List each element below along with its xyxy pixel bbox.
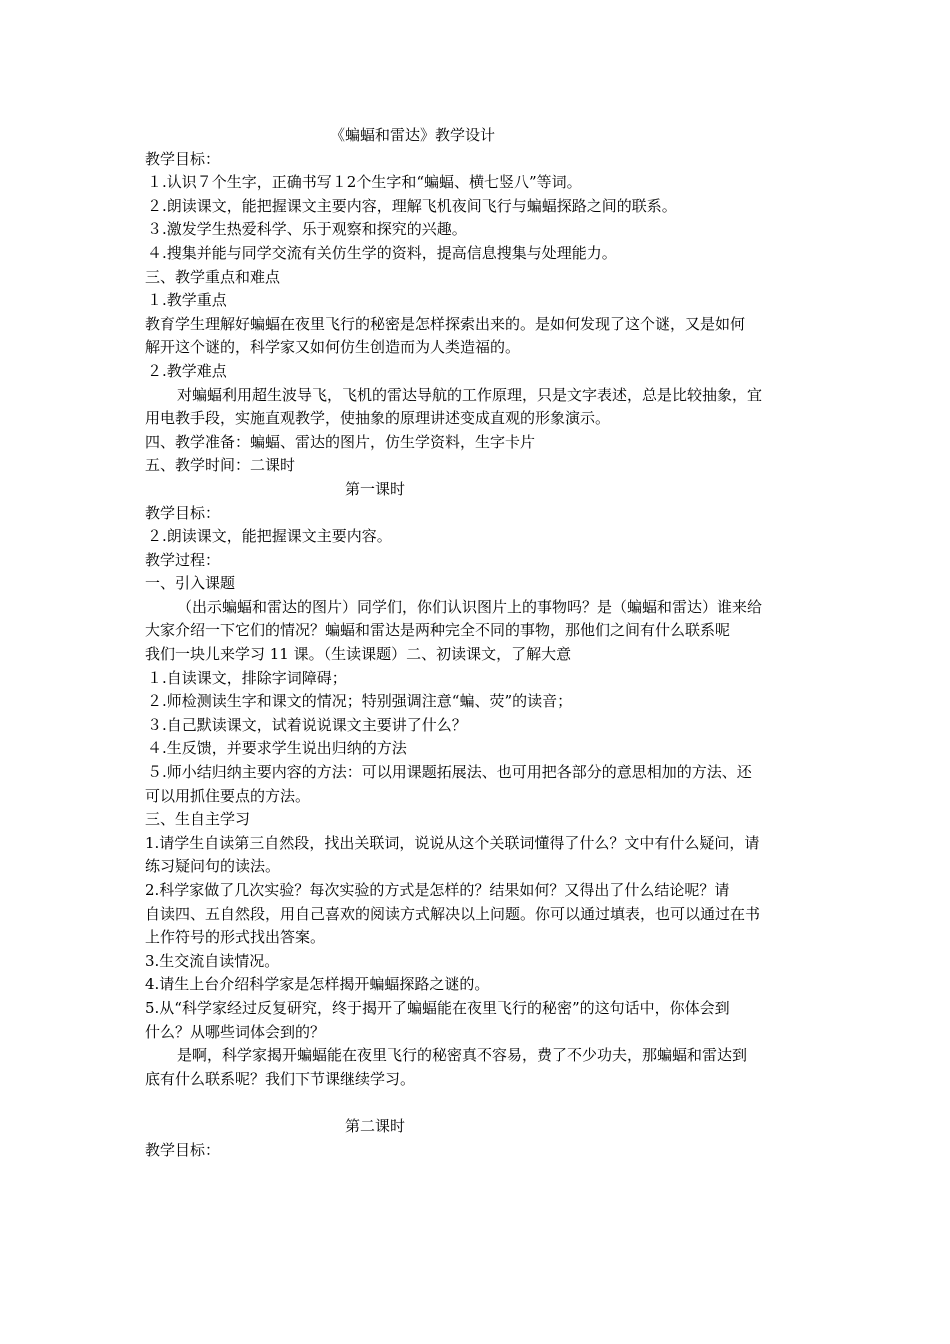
difficulty-label: ２.教学难点 <box>147 361 227 380</box>
difficulty-text: 用电教手段，实施直观教学，使抽象的原理讲述变成直观的形象演示。 <box>145 409 611 428</box>
document-page <box>145 124 809 1162</box>
objectives-heading: 教学目标： <box>145 149 221 168</box>
intro-text: 大家介绍一下它们的情况？蝙蝠和雷达是两种完全不同的事物，那他们之间有什么联系呢 <box>145 621 731 640</box>
self-study-text: 自读四、五自然段，用自己喜欢的阅读方式解决以上问题。你可以通过填表，也可以通过在书 <box>145 904 761 923</box>
reading-step: ３.自己默读课文，试着说说课文主要讲了什么？ <box>147 715 467 734</box>
lesson1-objective: ２.朗读课文，能把握课文主要内容。 <box>147 527 392 546</box>
self-study-text: 3.生交流自读情况。 <box>145 951 280 970</box>
reading-step: ４.生反馈，并要求学生说出归纳的方法 <box>147 739 407 758</box>
key-point-label: １.教学重点 <box>147 291 227 310</box>
objective-item: ３.激发学生热爱科学、乐于观察和探究的兴趣。 <box>147 220 467 239</box>
self-study-text: 2.科学家做了几次实验？每次实验的方式是怎样的？结果如何？又得出了什么结论呢？请 <box>145 881 730 899</box>
self-study-heading: 三、生自主学习 <box>145 810 251 829</box>
objective-item: １.认识７个生字，正确书写１2个生字和“蝙蝠、横七竖八”等词。 <box>147 173 582 192</box>
key-point-text: 教育学生理解好蝙蝠在夜里飞行的秘密是怎样探索出来的。是如何发现了这个谜，又是如何 <box>145 314 746 333</box>
intro-text: 我们一块儿来学习 11 课。（生读课题）二、初读课文，了解大意 <box>145 645 572 664</box>
objective-item: ２.朗读课文，能把握课文主要内容，理解飞机夜间飞行与蝙蝠探路之间的联系。 <box>147 196 677 215</box>
reading-step: １.自读课文，排除字词障碍； <box>147 668 347 687</box>
key-points-heading: 三、教学重点和难点 <box>145 267 281 286</box>
preparation-line: 四、教学准备：蝙蝠、雷达的图片，仿生学资料，生字卡片 <box>145 432 536 451</box>
reading-step: ２.师检测读生字和课文的情况；特别强调注意“蝙、荧”的读音； <box>147 692 573 711</box>
time-line: 五、教学时间：二课时 <box>145 456 296 475</box>
difficulty-text: 对蝙蝠利用超生波导飞，飞机的雷达导航的工作原理，只是文字表述，总是比较抽象，宜 <box>177 385 763 404</box>
lesson2-objectives-heading: 教学目标： <box>145 1140 221 1159</box>
lesson2-heading: 第二课时 <box>345 1116 406 1135</box>
self-study-text: 上作符号的形式找出答案。 <box>145 928 326 947</box>
blank-line <box>145 1091 809 1115</box>
closing-text: 底有什么联系呢？我们下节课继续学习。 <box>145 1069 416 1088</box>
self-study-text: 5.从“科学家经过反复研究，终于揭开了蝙蝠能在夜里飞行的秘密”的这句话中，你体会到 <box>145 998 730 1017</box>
summary-text: 可以用抓住要点的方法。 <box>145 786 311 805</box>
lesson1-heading: 第一课时 <box>345 479 406 498</box>
closing-text: 是啊，科学家揭开蝙蝠能在夜里飞行的秘密真不容易，费了不少功夫，那蝙蝠和雷达到 <box>177 1046 748 1065</box>
objective-item: ４.搜集并能与同学交流有关仿生学的资料，提高信息搜集与处理能力。 <box>147 243 617 262</box>
lesson1-objectives-heading: 教学目标： <box>145 503 221 522</box>
intro-heading: 一、引入课题 <box>145 574 236 593</box>
process-heading: 教学过程： <box>145 550 221 569</box>
intro-text: （出示蝙蝠和雷达的图片）同学们，你们认识图片上的事物吗？是（蝙蝠和雷达）谁来给 <box>177 597 763 616</box>
key-point-text: 解开这个谜的，科学家又如何仿生创造而为人类造福的。 <box>145 338 521 357</box>
self-study-text: 练习疑问句的读法。 <box>145 857 281 876</box>
document-title: 《蝙蝠和雷达》教学设计 <box>330 126 496 144</box>
self-study-text: 4.请生上台介绍科学家是怎样揭开蝙蝠探路之谜的。 <box>145 975 490 994</box>
self-study-text: 什么？从哪些词体会到的？ <box>145 1022 326 1041</box>
self-study-text: 1.请学生自读第三自然段，找出关联词，说说从这个关联词懂得了什么？文中有什么疑问，请 <box>145 833 760 852</box>
summary-text: ５.师小结归纳主要内容的方法：可以用课题拓展法、也可用把各部分的意思相加的方法、还 <box>147 763 752 782</box>
